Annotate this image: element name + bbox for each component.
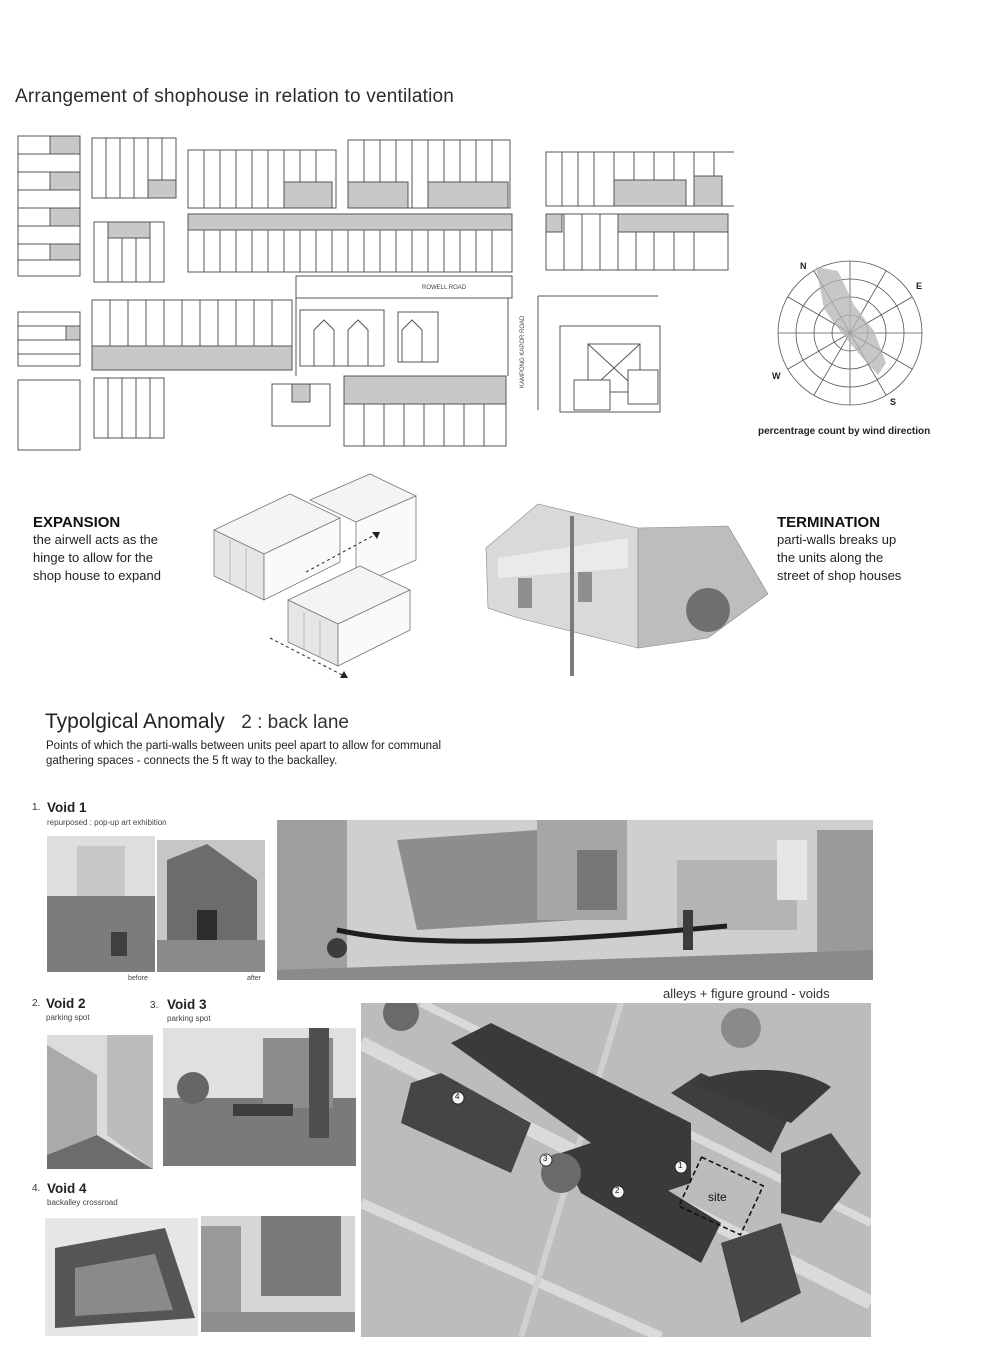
anomaly-desc-line-1: Points of which the parti-walls between units peel apart to allow for communal (46, 740, 442, 752)
anomaly-heading (45, 710, 349, 734)
void-1-before-photo (47, 836, 155, 972)
site-label: site (708, 1190, 727, 1204)
back-lane-panorama (277, 820, 873, 980)
void-1-caption: repurposed : pop-up art exhibition (47, 818, 167, 827)
termination-line-1: parti-walls breaks up (777, 532, 897, 547)
void-2-number: 2. (32, 998, 41, 1009)
expansion-heading: EXPANSION (33, 514, 121, 531)
kampong-kapor-road-label: KAMPONG KAPOR ROAD (520, 315, 526, 388)
void-1-number: 1. (32, 802, 41, 813)
after-label: after (247, 975, 262, 982)
void-2-caption: parking spot (46, 1013, 90, 1022)
figure-ground-map (361, 1003, 871, 1337)
void-4-crossroad-photo (201, 1216, 355, 1332)
anomaly-subtitle: 2 : back lane (241, 712, 349, 733)
void-2-photo (47, 1035, 153, 1169)
termination-block (777, 514, 967, 585)
void-1-name: Void 1 (47, 800, 87, 815)
void-3-number: 3. (150, 1000, 159, 1011)
map-marker-3: 3 (543, 1154, 548, 1163)
termination-photo (478, 498, 768, 676)
anomaly-description (46, 739, 441, 769)
rowell-road-label: ROWELL ROAD (422, 285, 467, 291)
isometric-shophouse-drawing (210, 470, 450, 685)
void-4-number: 4. (32, 1183, 41, 1194)
map-marker-1: 1 (678, 1161, 683, 1170)
wind-label-n: N (800, 261, 807, 271)
void-3-name: Void 3 (167, 997, 207, 1012)
void-3-caption: parking spot (167, 1014, 211, 1023)
anomaly-desc-line-2: gathering spaces - connects the 5 ft way to the backalley. (46, 755, 338, 767)
map-caption: alleys + figure ground - voids (663, 986, 830, 1001)
void-3-photo (163, 1028, 356, 1166)
void-2-name: Void 2 (46, 996, 86, 1011)
void-4-caption: backalley crossroad (47, 1198, 118, 1207)
expansion-line-1: the airwell acts as the (33, 532, 159, 547)
expansion-line-2: hinge to allow for the (33, 550, 153, 565)
expansion-block (33, 514, 213, 585)
page-title: Arrangement of shophouse in relation to ventilation (15, 86, 455, 107)
wind-rose (770, 255, 930, 415)
wind-label-w: W (772, 371, 781, 381)
wind-label-s: S (890, 397, 897, 407)
void-1-after-photo (157, 840, 265, 972)
wind-rose-caption: percentrage count by wind direction (758, 426, 931, 437)
termination-line-2: the units along the (777, 550, 884, 565)
before-label: before (128, 975, 148, 982)
termination-line-3: street of shop houses (777, 568, 902, 583)
expansion-line-3: shop house to expand (33, 568, 161, 583)
shophouse-plan-diagram (14, 130, 734, 455)
map-marker-2: 2 (615, 1186, 620, 1195)
void-4-mural-photo (45, 1218, 198, 1336)
wind-label-e: E (916, 281, 923, 291)
termination-heading: TERMINATION (777, 514, 881, 531)
map-marker-4: 4 (455, 1092, 460, 1101)
anomaly-title: Typolgical Anomaly (45, 710, 225, 733)
void-4-name: Void 4 (47, 1181, 87, 1196)
